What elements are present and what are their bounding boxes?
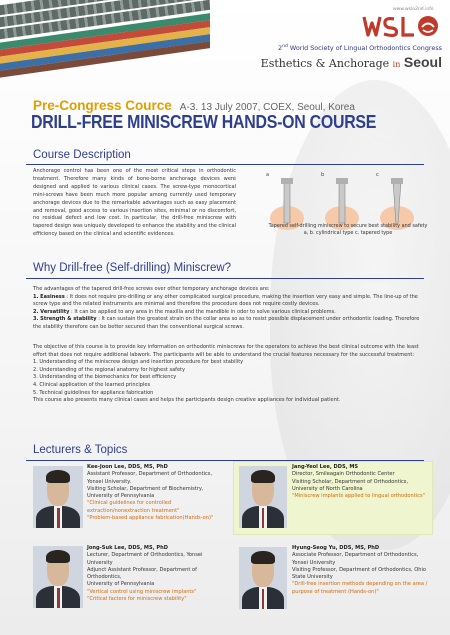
roof-tiles-image bbox=[0, 0, 210, 100]
lecturer-photo-jong-suk-lee bbox=[33, 546, 83, 608]
lecturer-photo-hyung-seog-yu bbox=[239, 547, 287, 609]
course-description-text: Anchorage control has been one of the most critical steps in orthodontic treatment. Therefore many kinds of bone-borne anchorage devices were designed and applied to various clinical cases. The screw-type monocortical mini-screws have been much more popular among currently used temporary anchorage devices due to the remarkable advantages such as easy placement and removal, good access to various insertion sites, minimal or no discomfort, no residual defect and low cost. In particular, the drill-free miniscrew with tapered design was uniquely developed to enhance the stability and the clinical efficiency based on the clinical and scientific evidences. bbox=[33, 168, 236, 238]
section-divider bbox=[26, 278, 424, 279]
course-date-venue: A-3. 13 July 2007, COEX, Seoul, Korea bbox=[179, 102, 355, 113]
congress-theme: Esthetics & Anchorage in Seoul bbox=[260, 54, 442, 70]
wslo-logo bbox=[362, 13, 444, 39]
figure-label-a: a bbox=[266, 172, 270, 178]
lecturer-info-jang-yeol-lee: Jang-Yeol Lee, DDS, MS Director, Smileagain Orthodontic Center Visiting Scholar, Department of Orthodontics, University of North Carolina "Miniscrew implants applied to lingual orthodontics" bbox=[292, 464, 425, 500]
advantages-text: The advantages of the tapered drill-free screws over other temporary anchorage devices are: 1. Easiness : It does not require pre-drilling or any other complicated surgical procedure, making the insertion very easy and simple. The line-up of the screw type and the related instruments are minimal and therefore the procedure does not require costly devices. 2. Versatility : It can be applied to any area in the maxilla and the mandible in oder to solve various clinical problems. 3. Strength & stability : It can sustain the greatest strain on the collar area so as to resist possible displacement under orthodontic loading. Therefore the stability therefore can be better secured than the conventional surgical screws. bbox=[33, 286, 420, 330]
course-objective-text: The objective of this course is to provide key information on orthodontic miniscrews for the operators to achieve the best clinical outcome with the least effort that does not require additional labwork. The participants will be able to understand the crucial features necessary for the successful treatment: 1. Understanding of the miniscrew design and insertion procedure for best stability 2. Understanding of the regional anatomy for highest safety 3. Understanding of the biomechanics for best efficiency 4. Clinical application of the learned principles 5. Technical guidelines for appliance fabrication This course also presents many clinical cases and helps the participants design creative appliances for individual patient. bbox=[33, 344, 419, 404]
miniscrew-figure-caption: Tapered self-drilling miniscrew to secure best stability and safety a, b. cylindrical type c. tapered type bbox=[268, 223, 428, 236]
why-drill-free-heading: Why Drill-free (Self-drilling) Miniscrew? bbox=[33, 262, 232, 274]
figure-label-b: b bbox=[321, 172, 325, 178]
lecturer-info-kee-joon-lee: Kee-Joon Lee, DDS, MS, PhD Assistant Professor, Department of Orthodontics, Yonsei University. Visiting Scholar, Department of Biochemistry, University of Pennsylvania "Clinical guidelines for controlled extraction/nonextraction treatment" "Problem-based appliance fabrication(Hands-on)" bbox=[87, 464, 214, 522]
lecturer-photo-kee-joon-lee bbox=[33, 466, 83, 528]
course-description-heading: Course Description bbox=[33, 149, 131, 161]
lecturers-heading: Lecturers & Topics bbox=[33, 444, 128, 456]
website-url: www.wslo2nd.info bbox=[393, 7, 434, 12]
congress-name: 2nd World Society of Lingual Orthodontics Congress bbox=[278, 44, 442, 53]
pre-congress-title: Pre-Congress Cource bbox=[33, 98, 172, 113]
course-main-title: DRILL-FREE MINISCREW HANDS-ON COURSE bbox=[31, 111, 377, 132]
lecturer-info-hyung-seog-yu: Hyung-Seog Yu, DDS, MS, PhD Associate Professor, Department of Orthodontics, Yonsei University Visiting Professor, Department of Orthodontics, Ohio State University "Drill-free insertion methods depending on the area / purpose of treatment (Hands-on)" bbox=[292, 545, 428, 595]
lecturer-info-jong-suk-lee: Jong-Suk Lee, DDS, MS, PhD Lecturer, Department of Orthodontics, Yonsei University Adjunct Assistant Professor, Department of Orthodontics, University of Pennsylvania "Vertical control using miniscrew implants" "Critical factors for miniscrew stability" bbox=[87, 545, 203, 603]
section-divider bbox=[26, 164, 424, 165]
lecturer-photo-jang-yeol-lee bbox=[239, 466, 287, 528]
figure-label-c: c bbox=[376, 172, 379, 178]
